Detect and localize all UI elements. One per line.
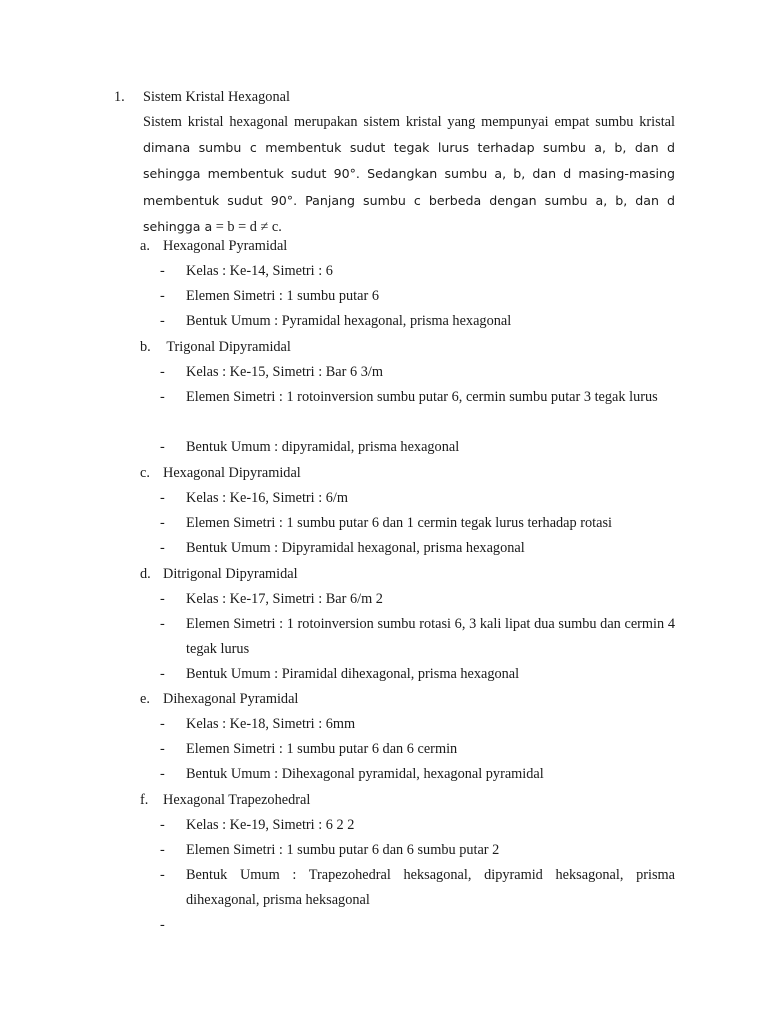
section-heading — [114, 86, 290, 108]
list-item-text: Elemen Simetri : 1 rotoinversion sumbu putar 6, cermin sumbu putar 3 tegak lurus — [186, 389, 658, 405]
section-title: Sistem Kristal Hexagonal — [143, 89, 290, 105]
dash-marker: - — [160, 288, 165, 304]
list-item-text: Kelas : Ke-14, Simetri : 6 — [186, 263, 333, 279]
section-number: 1. — [114, 89, 125, 105]
list-item-text: Bentuk Umum : Dihexagonal pyramidal, hexagonal pyramidal — [186, 766, 544, 782]
dash-marker: - — [160, 842, 165, 858]
dash-marker: - — [160, 364, 165, 380]
list-item — [160, 712, 675, 737]
list-item — [160, 486, 675, 511]
class-name: Trigonal Dipyramidal — [163, 339, 291, 355]
list-item-text: Bentuk Umum : Piramidal dihexagonal, prisma hexagonal — [186, 666, 520, 682]
class-letter: f. — [140, 792, 149, 808]
list-item — [160, 762, 675, 787]
dash-marker: - — [160, 515, 165, 531]
dash-marker: - — [160, 867, 165, 883]
list-item — [160, 385, 675, 410]
list-item — [160, 662, 675, 687]
list-item-text: Kelas : Ke-18, Simetri : 6mm — [186, 716, 356, 732]
list-item — [160, 612, 675, 662]
dash-marker: - — [160, 490, 165, 506]
dash-marker: - — [160, 313, 165, 329]
class-name: Ditrigonal Dipyramidal — [163, 566, 298, 582]
class-heading-e — [140, 688, 298, 710]
class-heading-b — [140, 336, 291, 358]
class-heading-d — [140, 563, 298, 585]
class-letter: a. — [140, 238, 150, 254]
dash-marker: - — [160, 591, 165, 607]
list-item-text: Bentuk Umum : Trapezohedral heksagonal, dipyramid heksagonal, prisma dihexagonal, prisma heksagonal — [186, 867, 675, 909]
list-item-text: Elemen Simetri : 1 rotoinversion sumbu rotasi 6, 3 kali lipat dua sumbu dan cermin 4 tegak lurus — [186, 616, 675, 658]
class-letter: b. — [140, 339, 151, 355]
list-item — [160, 511, 675, 536]
list-item — [160, 284, 675, 309]
class-letter: d. — [140, 566, 151, 582]
class-name: Hexagonal Pyramidal — [163, 238, 288, 254]
intro-paragraph — [143, 109, 675, 240]
class-name: Dihexagonal Pyramidal — [163, 691, 299, 707]
list-item-text: Kelas : Ke-17, Simetri : Bar 6/m 2 — [186, 591, 383, 607]
list-item-text: Elemen Simetri : 1 sumbu putar 6 dan 1 cermin tegak lurus terhadap rotasi — [186, 515, 613, 531]
list-item — [160, 737, 675, 762]
list-item — [160, 863, 675, 913]
class-letter: e. — [140, 691, 150, 707]
dash-marker: - — [160, 263, 165, 279]
list-item — [160, 309, 675, 334]
list-item-text: Kelas : Ke-15, Simetri : Bar 6 3/m — [186, 364, 383, 380]
class-heading-f — [140, 789, 310, 811]
dash-marker: - — [160, 439, 165, 455]
intro-text-part-3: = b = d ≠ c. — [212, 218, 282, 235]
list-item-text: Bentuk Umum : dipyramidal, prisma hexagonal — [186, 439, 460, 455]
dash-marker: - — [160, 540, 165, 556]
list-item-text: Kelas : Ke-19, Simetri : 6 2 2 — [186, 817, 355, 833]
intro-text-part-2: dimana sumbu c membentuk sudut tegak lurus terhadap sumbu a, b, dan d sehingga membentuk sudut 90°. Sedangkan sumbu a, b, dan d masing-masing membentuk sudut 90°. Panjang sumbu c berbeda dengan sumbu a, b, dan d sehingga a — [143, 140, 675, 234]
list-item-text: Elemen Simetri : 1 sumbu putar 6 — [186, 288, 379, 304]
class-name: Hexagonal Dipyramidal — [163, 465, 301, 481]
dash-marker: - — [160, 741, 165, 757]
list-item — [160, 587, 675, 612]
list-item — [160, 838, 675, 863]
intro-text-part-1: Sistem kristal hexagonal merupakan sistem kristal yang mempunyai empat sumbu kristal — [143, 114, 675, 130]
list-item — [160, 435, 675, 460]
list-item-text: Kelas : Ke-16, Simetri : 6/m — [186, 490, 349, 506]
class-heading-a — [140, 235, 287, 257]
class-name: Hexagonal Trapezohedral — [163, 792, 311, 808]
list-item-text: Elemen Simetri : 1 sumbu putar 6 dan 6 sumbu putar 2 — [186, 842, 500, 858]
list-item-text: Bentuk Umum : Dipyramidal hexagonal, prisma hexagonal — [186, 540, 525, 556]
dash-marker: - — [160, 716, 165, 732]
dash-marker: - — [160, 917, 165, 933]
class-heading-c — [140, 462, 301, 484]
list-item-text: Elemen Simetri : 1 sumbu putar 6 dan 6 cermin — [186, 741, 458, 757]
list-item-text: Bentuk Umum : Pyramidal hexagonal, prisma hexagonal — [186, 313, 512, 329]
list-item — [160, 259, 675, 284]
dash-marker: - — [160, 766, 165, 782]
dash-marker: - — [160, 389, 165, 405]
list-item — [160, 536, 675, 561]
list-item — [160, 813, 675, 838]
dash-marker: - — [160, 616, 165, 632]
dash-marker: - — [160, 666, 165, 682]
list-item — [160, 360, 675, 385]
class-letter: c. — [140, 465, 150, 481]
dash-marker: - — [160, 817, 165, 833]
